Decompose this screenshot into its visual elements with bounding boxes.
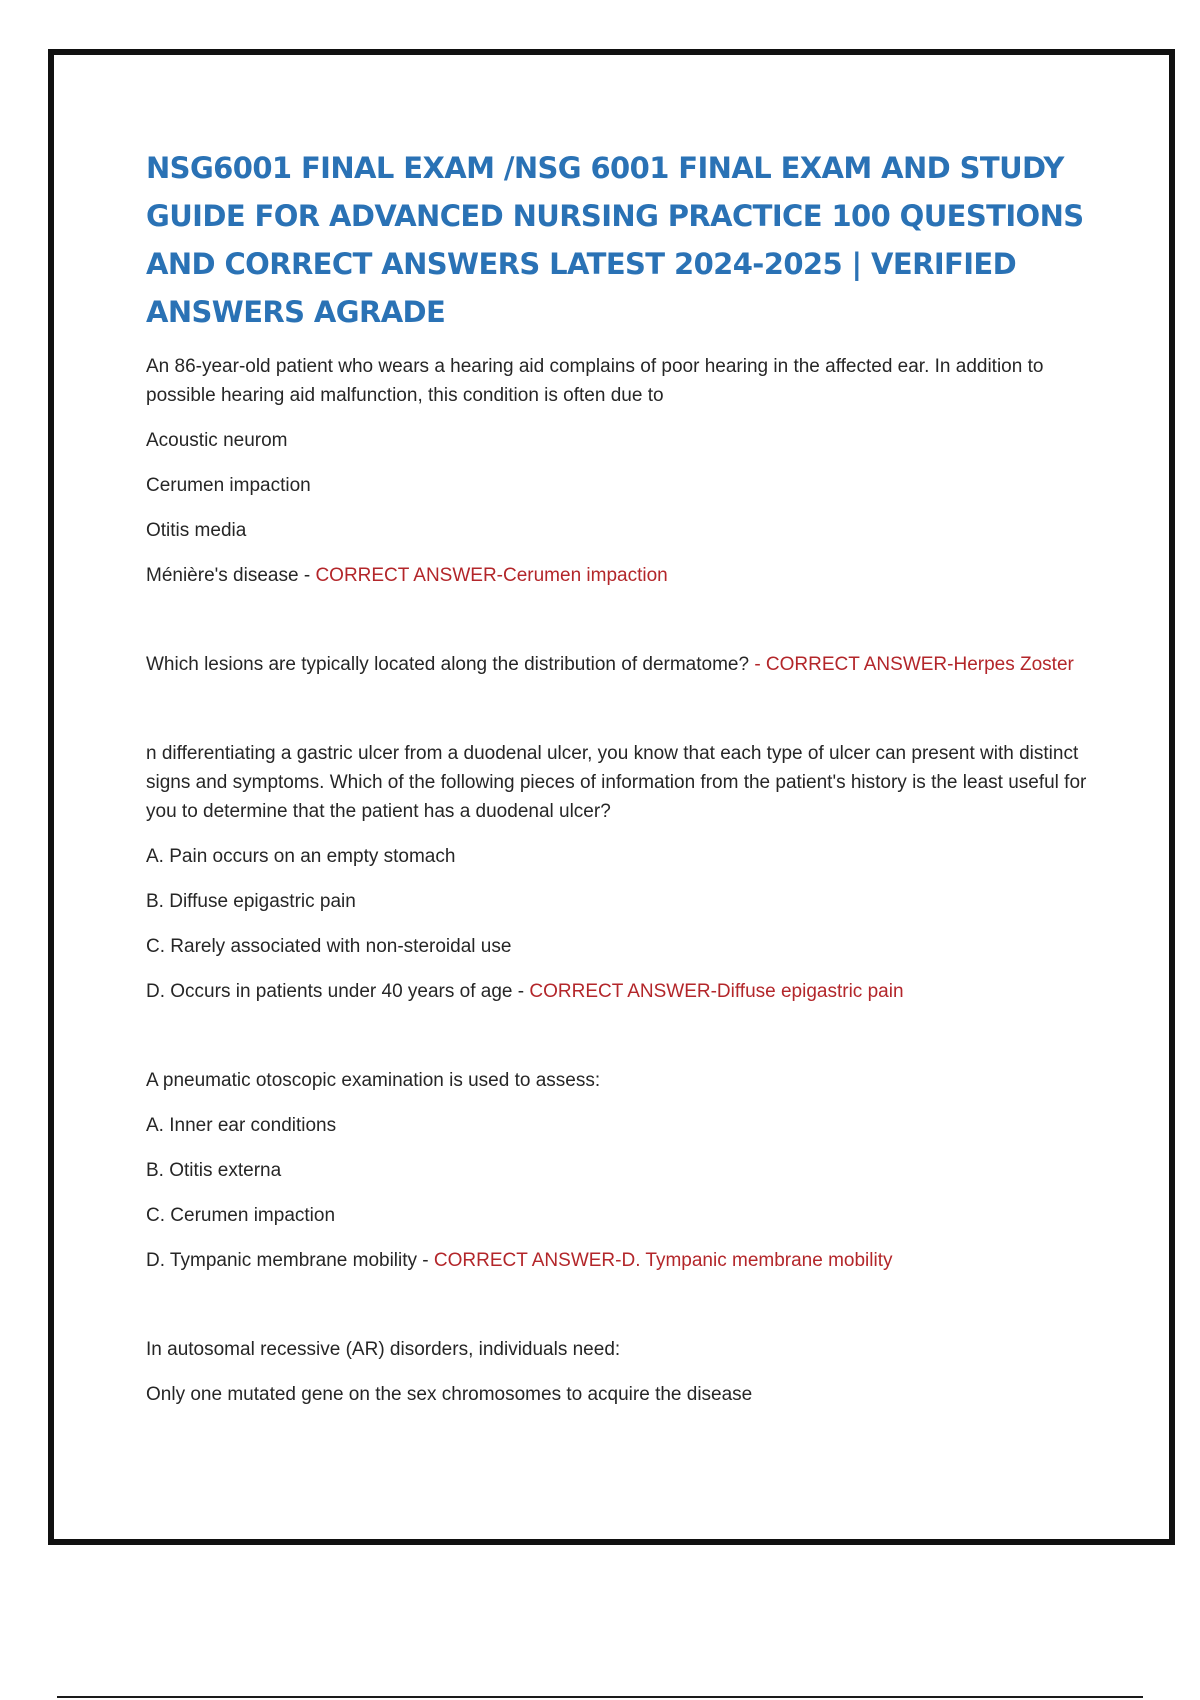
- answer-option: Cerumen impaction: [146, 475, 311, 496]
- answer-option: C. Rarely associated with non-steroidal use: [146, 936, 512, 957]
- question-stem-with-answer: [146, 650, 1106, 679]
- question-stem: Which lesions are typically located along the distribution of dermatome?: [146, 654, 750, 675]
- question-stem: In autosomal recessive (AR) disorders, individuals need:: [146, 1339, 621, 1360]
- question-stem: A pneumatic otoscopic examination is used to assess:: [146, 1070, 601, 1091]
- correct-answer: CORRECT ANSWER-D. Tympanic membrane mobility: [433, 1250, 893, 1271]
- option-text: Ménière's disease: [146, 565, 299, 586]
- answer-option: A. Inner ear conditions: [146, 1115, 337, 1136]
- answer-option-with-answer: [146, 561, 1106, 590]
- answer-option: Only one mutated gene on the sex chromosomes to acquire the disease: [146, 1384, 753, 1405]
- answer-option-with-answer: [146, 977, 1106, 1006]
- document-content: [146, 144, 1106, 1409]
- answer-separator: -: [512, 981, 530, 1002]
- answer-option: Acoustic neurom: [146, 430, 288, 451]
- option-text: D. Tympanic membrane mobility: [146, 1250, 418, 1271]
- question-block: [146, 352, 1106, 590]
- answer-option: Otitis media: [146, 520, 247, 541]
- question-block: [146, 1066, 1106, 1275]
- option-text: D. Occurs in patients under 40 years of age: [146, 981, 513, 1002]
- question-block: [146, 650, 1106, 679]
- question-block: [146, 739, 1106, 1006]
- correct-answer: CORRECT ANSWER-Diffuse epigastric pain: [529, 981, 904, 1002]
- question-block: [146, 1335, 1106, 1409]
- answer-option: B. Otitis externa: [146, 1160, 282, 1181]
- answer-option: B. Diffuse epigastric pain: [146, 891, 356, 912]
- answer-option: C. Cerumen impaction: [146, 1205, 336, 1226]
- document-title: NSG6001 FINAL EXAM /NSG 6001 FINAL EXAM AND STUDY GUIDE FOR ADVANCED NURSING PRACTICE 100 QUESTIONS AND CORRECT ANSWERS LATEST 2024-2025 | VERIFIED ANSWERS AGRADE: [146, 151, 1084, 329]
- answer-option: A. Pain occurs on an empty stomach: [146, 846, 456, 867]
- question-stem: n differentiating a gastric ulcer from a duodenal ulcer, you know that each type of ulcer can present with distinct signs and symptoms. Which of the following pieces of information from the patient's history is the least useful for you to determine that the patient has a duodenal ulcer?: [146, 743, 1087, 822]
- answer-option-with-answer: [146, 1246, 1106, 1275]
- correct-answer: - CORRECT ANSWER-Herpes Zoster: [749, 654, 1074, 675]
- bottom-divider: [57, 1696, 1143, 1698]
- question-stem: An 86-year-old patient who wears a hearing aid complains of poor hearing in the affected ear. In addition to possible hearing aid malfunction, this condition is often due to: [146, 356, 1044, 406]
- answer-separator: -: [417, 1250, 434, 1271]
- correct-answer: CORRECT ANSWER-Cerumen impaction: [315, 565, 668, 586]
- answer-separator: -: [298, 565, 316, 586]
